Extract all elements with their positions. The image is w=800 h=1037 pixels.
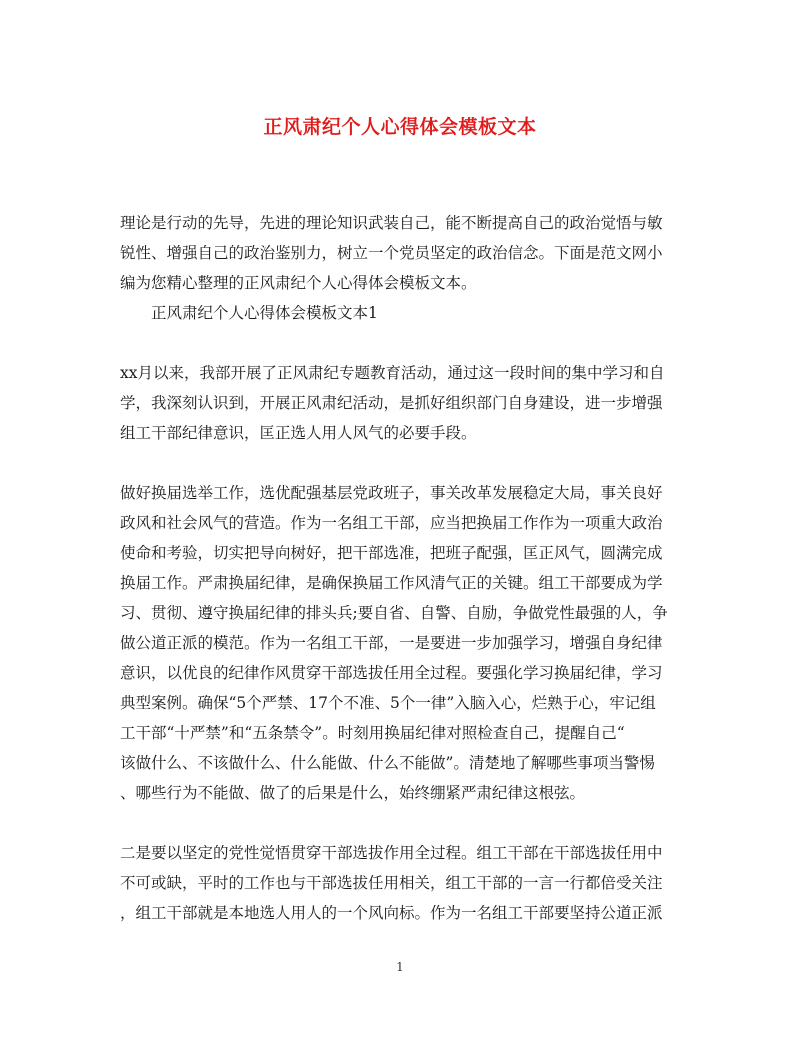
page-number: 1: [396, 960, 404, 974]
text-line: 意识，以优良的纪律作风贯穿干部选拔任用全过程。要强化学习换届纪律，学习: [120, 664, 663, 682]
text-line: xx月以来，我部开展了正风肃纪专题教育活动，通过这一段时间的集中学习和自: [120, 364, 665, 382]
intro-paragraph: [120, 208, 680, 298]
document-title: 正风肃纪个人心得体会模板文本: [263, 116, 537, 138]
text-line: 二是要以坚定的党性觉悟贯穿干部选拔作用全过程。组工干部在干部选拔任用中: [120, 844, 663, 862]
text-line: 锐性、增强自己的政治鉴别力，树立一个党员坚定的政治信念。下面是范文网小: [120, 244, 663, 262]
paragraph-2: [120, 478, 680, 808]
text-line: 该做什么、不该做什么、什么能做、什么不能做”。清楚地了解哪些事项当警惕: [120, 754, 655, 772]
paragraph-1: [120, 358, 680, 448]
text-line: 编为您精心整理的正风肃纪个人心得体会模板文本。: [120, 274, 477, 292]
text-line: 不可或缺，平时的工作也与干部选拔任用相关，组工干部的一言一行都倍受关注: [120, 874, 663, 892]
text-line: 学，我深刻认识到，开展正风肃纪活动，是抓好组织部门自身建设，进一步增强: [120, 394, 663, 412]
paragraph-3: [120, 838, 680, 928]
text-line: 做好换届选举工作，选优配强基层党政班子，事关改革发展稳定大局，事关良好: [120, 484, 663, 502]
text-line: 理论是行动的先导，先进的理论知识武装自己，能不断提高自己的政治觉悟与敏: [120, 214, 663, 232]
text-line: 工干部“十严禁”和“五条禁令”。时刻用换届纪律对照检查自己，提醒自己“: [120, 724, 625, 742]
text-line: 政风和社会风气的营造。作为一名组工干部，应当把换届工作作为一项重大政治: [120, 514, 663, 532]
text-line: 换届工作。严肃换届纪律，是确保换届工作风清气正的关键。组工干部要成为学: [120, 574, 663, 592]
document-body: [120, 208, 680, 928]
paragraph-gap: [120, 808, 680, 838]
text-line: 组工干部纪律意识，匡正选人用人风气的必要手段。: [120, 424, 477, 442]
text-line: 习、贯彻、遵守换届纪律的排头兵;要自省、自警、自励，争做党性最强的人，争: [120, 604, 668, 622]
text-line: 使命和考验，切实把导向树好，把干部选准，把班子配强，匡正风气，圆满完成: [120, 544, 663, 562]
text-line: 做公道正派的模范。作为一名组工干部，一是要进一步加强学习，增强自身纪律: [120, 634, 663, 652]
paragraph-gap: [120, 448, 680, 478]
paragraph-gap: [120, 328, 680, 358]
text-line: 典型案例。确保“5个严禁、17个不准、5个一律”入脑入心，烂熟于心，牢记组: [120, 694, 656, 712]
text-line: ，组工干部就是本地选人用人的一个风向标。作为一名组工干部要坚持公道正派: [120, 904, 663, 922]
section-subheading: 正风肃纪个人心得体会模板文本1: [151, 304, 378, 322]
text-line: 、哪些行为不能做、做了的后果是什么，始终绷紧严肃纪律这根弦。: [120, 784, 586, 802]
